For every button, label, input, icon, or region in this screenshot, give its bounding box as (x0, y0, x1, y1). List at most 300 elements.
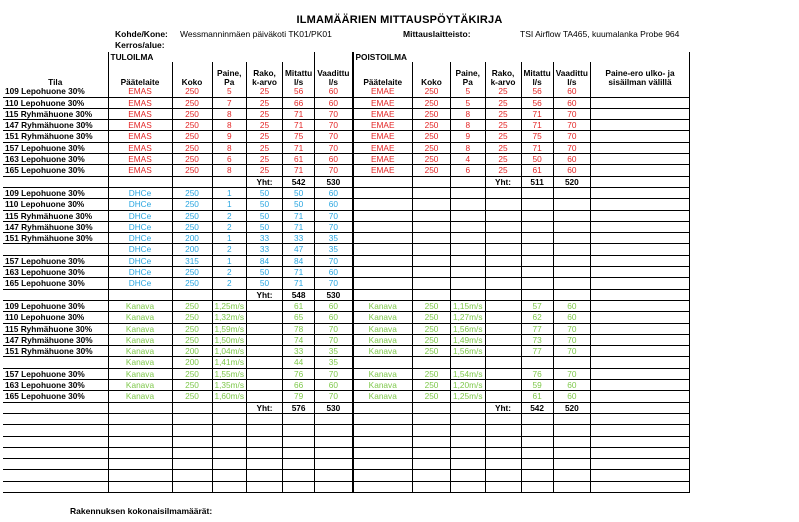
paine-ero-cell (591, 233, 690, 244)
tulo-rako-cell (247, 312, 283, 323)
paine-ero-cell (591, 86, 690, 97)
poisto-mitattu-cell: 56 (521, 97, 553, 108)
poisto-rako-cell (485, 391, 521, 402)
poisto-koko-cell: 250 (413, 380, 451, 391)
tulo-paine-cell: 1 (212, 233, 247, 244)
table-row (3, 391, 690, 402)
table-row (3, 86, 690, 97)
poisto-paine-cell: 4 (451, 154, 486, 165)
blank-cell (108, 289, 172, 300)
poisto-vaadittu-cell (553, 244, 590, 255)
tulo-vaadittu-cell: 60 (315, 187, 353, 198)
tulo-paine-cell: 1,55m/s (212, 368, 247, 379)
tila-cell: 115 Ryhmähuone 30% (3, 210, 108, 221)
tulo-paatelaite-cell: Kanava (108, 300, 172, 311)
blank-cell (485, 447, 521, 458)
tulo-vaadittu-cell: 60 (315, 380, 353, 391)
tila-cell: 115 Ryhmähuone 30% (3, 108, 108, 119)
poisto-rako-cell: 25 (485, 165, 521, 176)
tulo-vaadittu-cell: 70 (315, 334, 353, 345)
poisto-paatelaite-cell (353, 199, 413, 210)
blank-cell (212, 289, 247, 300)
tulo-mitattu-cell: 56 (283, 86, 315, 97)
tulo-rako-cell (247, 300, 283, 311)
tulo-rako-cell: 25 (247, 120, 283, 131)
tulo-koko-cell: 200 (172, 244, 212, 255)
tulo-mitattu-cell: 71 (283, 120, 315, 131)
poisto-paatelaite-cell (353, 233, 413, 244)
poisto-mitattu-cell (521, 357, 553, 368)
total-tulo-vaadittu: 530 (315, 402, 353, 413)
blank-cell (451, 402, 486, 413)
tulo-paatelaite-cell: EMAS (108, 142, 172, 153)
blank-cell (212, 402, 247, 413)
blank-cell (108, 176, 172, 187)
poisto-paatelaite-cell (353, 267, 413, 278)
paine-ero-cell (591, 108, 690, 119)
tulo-vaadittu-cell: 60 (315, 199, 353, 210)
blank-cell (247, 481, 283, 492)
tulo-koko-cell: 250 (172, 154, 212, 165)
poisto-rako-cell (485, 334, 521, 345)
tulo-paine-cell: 8 (212, 120, 247, 131)
blank-cell (521, 447, 553, 458)
total-poisto-vaadittu (553, 289, 590, 300)
poisto-vaadittu-cell: 70 (553, 108, 590, 119)
kohde-value: Wessmanninmäen päiväkoti TK01/PK01 (180, 29, 332, 39)
blank-cell (353, 447, 413, 458)
tulo-rako-cell: 50 (247, 210, 283, 221)
blank-cell (3, 470, 108, 481)
tulo-vaadittu-cell: 70 (315, 165, 353, 176)
blank-cell (591, 470, 690, 481)
blank-cell (353, 481, 413, 492)
tulo-vaadittu-cell: 70 (315, 120, 353, 131)
poisto-paatelaite-cell: Kanava (353, 300, 413, 311)
total-poisto-mitattu: 511 (521, 176, 553, 187)
blank-cell (212, 470, 247, 481)
header-tila: Tila (3, 62, 108, 86)
tulo-koko-cell: 250 (172, 323, 212, 334)
tulo-paatelaite-cell: DHCe (108, 233, 172, 244)
poisto-koko-cell: 250 (413, 312, 451, 323)
tulo-mitattu-cell: 44 (283, 357, 315, 368)
blank-cell (485, 413, 521, 424)
tulo-vaadittu-cell: 70 (315, 131, 353, 142)
table-row (3, 199, 690, 210)
poisto-paine-cell (451, 255, 486, 266)
poisto-paine-cell (451, 233, 486, 244)
tulo-paine-cell: 5 (212, 86, 247, 97)
tila-cell: 115 Ryhmähuone 30% (3, 323, 108, 334)
paine-ero-cell (591, 346, 690, 357)
tulo-paine-cell: 2 (212, 244, 247, 255)
table-row (3, 425, 690, 436)
kerros-label: Kerros/alue: (115, 40, 165, 50)
poisto-vaadittu-cell: 60 (553, 380, 590, 391)
table-row (3, 154, 690, 165)
blank-cell (315, 447, 353, 458)
poisto-paine-cell (451, 199, 486, 210)
tulo-vaadittu-cell: 70 (315, 142, 353, 153)
table-row (3, 357, 690, 368)
poisto-paine-cell: 5 (451, 86, 486, 97)
tulo-paine-cell: 8 (212, 108, 247, 119)
poisto-paatelaite-cell: EMAE (353, 120, 413, 131)
tulo-mitattu-cell: 71 (283, 267, 315, 278)
total-tulo-mitattu: 542 (283, 176, 315, 187)
tulo-paine-cell: 8 (212, 142, 247, 153)
tulo-vaadittu-cell: 60 (315, 97, 353, 108)
tulo-koko-cell: 250 (172, 380, 212, 391)
tulo-paatelaite-cell: DHCe (108, 187, 172, 198)
blank-cell (413, 447, 451, 458)
blank-cell (553, 425, 590, 436)
tulo-vaadittu-cell: 35 (315, 357, 353, 368)
poisto-paine-cell: 1,15m/s (451, 300, 486, 311)
tulo-vaadittu-cell: 35 (315, 346, 353, 357)
blank-cell (108, 413, 172, 424)
table-row (3, 459, 690, 470)
tulo-paatelaite-cell: DHCe (108, 199, 172, 210)
poisto-rako-cell (485, 380, 521, 391)
tulo-paatelaite-cell: EMAS (108, 86, 172, 97)
blank-cell (553, 459, 590, 470)
poisto-rako-cell: 25 (485, 86, 521, 97)
tulo-rako-cell: 25 (247, 142, 283, 153)
blank-cell (172, 413, 212, 424)
poisto-paatelaite-cell: Kanava (353, 380, 413, 391)
header-paine: Paine, Pa (212, 62, 247, 86)
tulo-rako-cell: 50 (247, 187, 283, 198)
blank-cell (3, 413, 108, 424)
tulo-rako-cell: 33 (247, 233, 283, 244)
poisto-paine-cell: 1,54m/s (451, 368, 486, 379)
table-row (3, 447, 690, 458)
blank-cell (247, 425, 283, 436)
poisto-vaadittu-cell: 60 (553, 97, 590, 108)
total-tulo-vaadittu: 530 (315, 289, 353, 300)
tulo-vaadittu-cell: 70 (315, 368, 353, 379)
blank-cell (591, 289, 690, 300)
tulo-vaadittu-cell: 70 (315, 323, 353, 334)
poisto-paine-cell: 1,25m/s (451, 391, 486, 402)
poisto-koko-cell (413, 357, 451, 368)
poisto-koko-cell: 250 (413, 323, 451, 334)
poisto-rako-cell (485, 187, 521, 198)
poisto-paatelaite-cell: EMAE (353, 108, 413, 119)
blank-cell (353, 289, 413, 300)
blank-cell (3, 425, 108, 436)
blank-cell (283, 470, 315, 481)
table-row (3, 131, 690, 142)
poisto-paine-cell: 1,27m/s (451, 312, 486, 323)
blank-cell (172, 470, 212, 481)
poisto-koko-cell (413, 187, 451, 198)
tulo-rako-cell (247, 380, 283, 391)
poisto-paatelaite-cell: Kanava (353, 323, 413, 334)
tila-cell: 165 Lepohuone 30% (3, 278, 108, 289)
table-row (3, 346, 690, 357)
poisto-vaadittu-cell: 70 (553, 334, 590, 345)
paine-ero-cell (591, 255, 690, 266)
tulo-rako-cell: 25 (247, 131, 283, 142)
poisto-mitattu-cell: 76 (521, 368, 553, 379)
paine-ero-cell (591, 323, 690, 334)
poisto-koko-cell: 250 (413, 131, 451, 142)
blank-cell (283, 459, 315, 470)
poisto-vaadittu-cell (553, 278, 590, 289)
blank-cell (3, 402, 108, 413)
blank-cell (283, 481, 315, 492)
blank-cell (451, 481, 486, 492)
poisto-mitattu-cell (521, 233, 553, 244)
blank-cell (315, 459, 353, 470)
tulo-paine-cell: 1 (212, 255, 247, 266)
poisto-rako-cell: 25 (485, 108, 521, 119)
tulo-koko-cell: 315 (172, 255, 212, 266)
blank-cell (451, 470, 486, 481)
poisto-paatelaite-cell (353, 244, 413, 255)
poisto-paatelaite-cell: EMAE (353, 142, 413, 153)
poisto-vaadittu-cell (553, 199, 590, 210)
mittauslaitteisto-value: TSI Airflow TA465, kuumalanka Probe 964 (520, 29, 680, 39)
poisto-paine-cell: 8 (451, 120, 486, 131)
poisto-vaadittu-cell: 60 (553, 86, 590, 97)
tulo-rako-cell: 25 (247, 86, 283, 97)
header-paatelaite: Päätelaite (108, 62, 172, 86)
tulo-paatelaite-cell: DHCe (108, 255, 172, 266)
poisto-paatelaite-cell: Kanava (353, 346, 413, 357)
tulo-paatelaite-cell: EMAS (108, 154, 172, 165)
tila-cell (3, 244, 108, 255)
total-poisto-vaadittu: 520 (553, 176, 590, 187)
blank-cell (3, 436, 108, 447)
poisto-mitattu-cell: 57 (521, 300, 553, 311)
poisto-koko-cell (413, 267, 451, 278)
tulo-mitattu-cell: 71 (283, 221, 315, 232)
poisto-paatelaite-cell: EMAE (353, 154, 413, 165)
tulo-mitattu-cell: 66 (283, 380, 315, 391)
poisto-koko-cell: 250 (413, 120, 451, 131)
poisto-vaadittu-cell (553, 187, 590, 198)
tulo-mitattu-cell: 61 (283, 154, 315, 165)
tulo-rako-cell: 50 (247, 267, 283, 278)
poisto-paine-cell (451, 210, 486, 221)
blank-cell (3, 481, 108, 492)
tulo-mitattu-cell: 47 (283, 244, 315, 255)
table-row (3, 221, 690, 232)
poisto-mitattu-cell (521, 221, 553, 232)
poisto-vaadittu-cell: 70 (553, 131, 590, 142)
poisto-paine-cell (451, 244, 486, 255)
poisto-mitattu-cell (521, 210, 553, 221)
tulo-mitattu-cell: 65 (283, 312, 315, 323)
paine-ero-cell (591, 97, 690, 108)
paine-ero-cell (591, 278, 690, 289)
tulo-mitattu-cell: 33 (283, 346, 315, 357)
blank-cell (451, 289, 486, 300)
tulo-koko-cell: 250 (172, 199, 212, 210)
paine-ero-cell (591, 199, 690, 210)
poisto-rako-cell: 25 (485, 120, 521, 131)
poisto-paine-cell (451, 278, 486, 289)
poisto-koko-cell: 250 (413, 368, 451, 379)
tulo-mitattu-cell: 75 (283, 131, 315, 142)
poisto-koko-cell (413, 199, 451, 210)
total-row (3, 176, 690, 187)
tulo-paine-cell: 1,60m/s (212, 391, 247, 402)
poisto-rako-cell (485, 267, 521, 278)
tulo-paine-cell: 1 (212, 199, 247, 210)
blank-cell (451, 459, 486, 470)
tulo-vaadittu-cell: 35 (315, 244, 353, 255)
blank-cell (521, 459, 553, 470)
poisto-mitattu-cell (521, 244, 553, 255)
tulo-koko-cell: 200 (172, 346, 212, 357)
poisto-mitattu-cell: 50 (521, 154, 553, 165)
tulo-koko-cell: 200 (172, 233, 212, 244)
tulo-paatelaite-cell: DHCe (108, 278, 172, 289)
paine-ero-cell (591, 334, 690, 345)
poisto-paine-cell (451, 187, 486, 198)
footer-total-label: Rakennuksen kokonaisilmamäärät: (70, 506, 213, 516)
poisto-paine-cell: 1,49m/s (451, 334, 486, 345)
tila-cell: 109 Lepohuone 30% (3, 187, 108, 198)
poisto-rako-cell (485, 244, 521, 255)
tila-cell: 157 Lepohuone 30% (3, 255, 108, 266)
poisto-paine-cell: 1,56m/s (451, 346, 486, 357)
poisto-rako-cell (485, 368, 521, 379)
paine-ero-cell (591, 187, 690, 198)
table-row (3, 334, 690, 345)
tulo-rako-cell: 25 (247, 165, 283, 176)
poisto-vaadittu-cell: 70 (553, 368, 590, 379)
poisto-paine-cell: 6 (451, 165, 486, 176)
tulo-vaadittu-cell: 60 (315, 300, 353, 311)
poisto-paine-cell: 8 (451, 142, 486, 153)
blank-cell (283, 425, 315, 436)
blank-cell (413, 402, 451, 413)
blank-cell (247, 470, 283, 481)
tulo-vaadittu-cell: 70 (315, 210, 353, 221)
blank-cell (521, 413, 553, 424)
poisto-mitattu-cell (521, 187, 553, 198)
table-row (3, 470, 690, 481)
tulo-koko-cell: 250 (172, 221, 212, 232)
tulo-vaadittu-cell: 70 (315, 278, 353, 289)
tulo-rako-cell: 50 (247, 199, 283, 210)
tulo-paatelaite-cell: Kanava (108, 357, 172, 368)
header-poisto-paine: Paine, Pa (451, 62, 486, 86)
poisto-paatelaite-cell: EMAE (353, 165, 413, 176)
tulo-mitattu-cell: 33 (283, 233, 315, 244)
poisto-paatelaite-cell (353, 255, 413, 266)
blank-cell (413, 436, 451, 447)
poisto-mitattu-cell: 71 (521, 120, 553, 131)
blank-cell (247, 459, 283, 470)
paine-ero-cell (591, 357, 690, 368)
blank-cell (485, 459, 521, 470)
tulo-koko-cell: 250 (172, 334, 212, 345)
blank-cell (353, 176, 413, 187)
poisto-koko-cell: 250 (413, 346, 451, 357)
blank-cell (353, 425, 413, 436)
paine-ero-cell (591, 165, 690, 176)
blank-cell (315, 470, 353, 481)
blank-cell (521, 425, 553, 436)
tulo-paine-cell: 6 (212, 154, 247, 165)
tulo-rako-cell (247, 357, 283, 368)
measurement-table (3, 52, 690, 493)
blank-cell (3, 459, 108, 470)
poisto-rako-cell: 25 (485, 142, 521, 153)
poisto-mitattu-cell: 62 (521, 312, 553, 323)
tulo-rako-cell: 33 (247, 244, 283, 255)
tulo-mitattu-cell: 61 (283, 300, 315, 311)
total-row (3, 289, 690, 300)
paine-ero-cell (591, 120, 690, 131)
paine-ero-cell (591, 244, 690, 255)
blank-cell (353, 413, 413, 424)
tulo-koko-cell: 250 (172, 187, 212, 198)
blank-cell (3, 289, 108, 300)
blank-cell (172, 447, 212, 458)
tulo-paine-cell: 1,25m/s (212, 300, 247, 311)
blank-cell (591, 176, 690, 187)
blank-cell (315, 481, 353, 492)
poisto-paatelaite-cell: Kanava (353, 368, 413, 379)
poisto-rako-cell (485, 357, 521, 368)
tulo-vaadittu-cell: 60 (315, 312, 353, 323)
poisto-koko-cell: 250 (413, 154, 451, 165)
tulo-mitattu-cell: 71 (283, 165, 315, 176)
total-label: Yht: (485, 176, 521, 187)
blank-cell (413, 176, 451, 187)
poisto-vaadittu-cell (553, 255, 590, 266)
blank-cell (108, 470, 172, 481)
blank-cell (353, 470, 413, 481)
blank-cell (553, 413, 590, 424)
poisto-koko-cell (413, 255, 451, 266)
blank-cell (413, 425, 451, 436)
tulo-paine-cell: 2 (212, 278, 247, 289)
blank-cell (485, 481, 521, 492)
blank-cell (451, 413, 486, 424)
header-poisto-mitattu: Mitattu l/s (521, 62, 553, 86)
blank-cell (485, 289, 521, 300)
blank-cell (485, 436, 521, 447)
tulo-vaadittu-cell: 60 (315, 154, 353, 165)
tulo-rako-cell (247, 368, 283, 379)
tulo-koko-cell: 200 (172, 357, 212, 368)
tulo-vaadittu-cell: 60 (315, 86, 353, 97)
poistoilma-label: POISTOILMA (353, 52, 690, 62)
blank-cell (315, 436, 353, 447)
paine-ero-cell (591, 380, 690, 391)
total-label: Yht: (485, 402, 521, 413)
poisto-paatelaite-cell (353, 357, 413, 368)
blank-cell (591, 447, 690, 458)
kohde-label: Kohde/Kone: (115, 29, 168, 39)
poisto-paatelaite-cell (353, 278, 413, 289)
table-row (3, 323, 690, 334)
poisto-koko-cell (413, 210, 451, 221)
tila-cell: 110 Lepohuone 30% (3, 199, 108, 210)
header-poisto-paatelaite: Päätelaite (353, 62, 413, 86)
tulo-vaadittu-cell: 70 (315, 391, 353, 402)
header-poisto-rako: Rako, k-arvo (485, 62, 521, 86)
